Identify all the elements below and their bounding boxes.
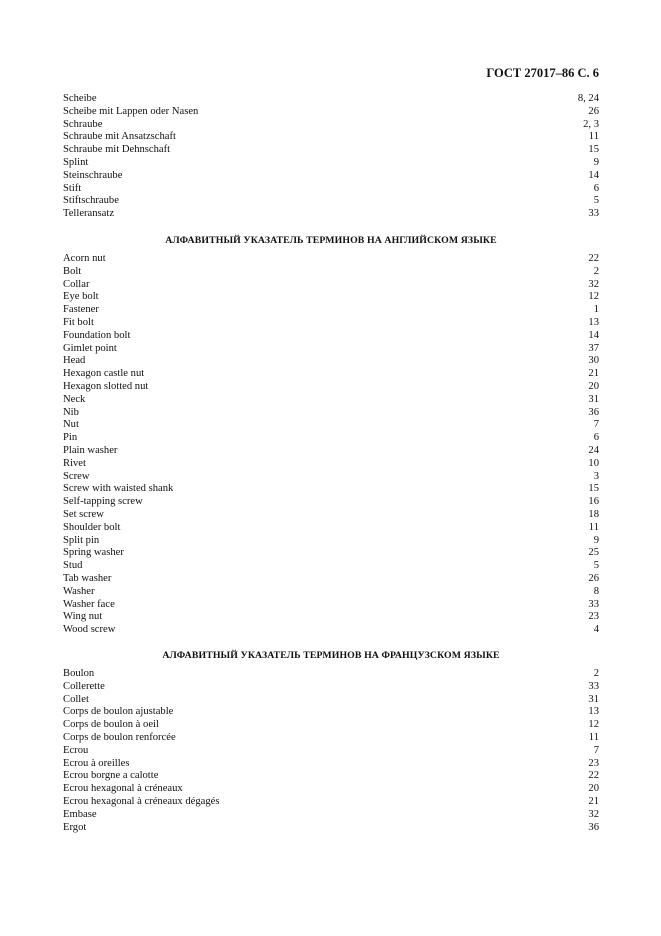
index-term-number: 33: [588, 208, 599, 220]
index-term-number: 18: [588, 508, 599, 520]
index-term: Shoulder bolt: [63, 521, 121, 533]
index-entry: [63, 144, 599, 157]
index-term: Spring washer: [63, 547, 124, 559]
index-term: Self-tapping screw: [63, 496, 143, 508]
index-entry: [63, 106, 599, 119]
index-term-number: 33: [588, 680, 599, 692]
index-term-number: 24: [588, 444, 599, 456]
index-term: Pin: [63, 432, 78, 444]
index-term-number: 7: [593, 744, 599, 756]
index-term-number: 11: [588, 731, 599, 743]
french-index-title: АЛФАВИТНЫЙ УКАЗАТЕЛЬ ТЕРМИНОВ НА ФРАНЦУЗСКОМ ЯЗЫКЕ: [162, 650, 500, 661]
index-term-number: 20: [588, 380, 599, 392]
index-term: Boulon: [63, 668, 95, 679]
index-term: Embase: [63, 808, 97, 820]
index-term-number: 11: [588, 131, 599, 143]
index-term: Splint: [63, 156, 89, 168]
index-entry: [63, 266, 599, 279]
index-term: Hexagon castle nut: [63, 368, 145, 380]
index-entry: [63, 599, 599, 612]
index-term-number: 20: [588, 783, 599, 795]
index-term: Ecrou à oreilles: [63, 757, 130, 769]
english-index: [63, 234, 599, 637]
index-term-number: 6: [593, 182, 599, 194]
index-entry: [63, 496, 599, 509]
index-entry: [63, 407, 599, 420]
index-term: Collet: [63, 693, 89, 705]
index-term-number: 9: [593, 156, 599, 168]
index-entry: [63, 208, 599, 221]
index-term-number: 23: [588, 757, 599, 769]
index-entry: [63, 93, 599, 106]
index-entry: [63, 291, 599, 304]
page-header: ГОСТ 27017–86 С. 6: [486, 66, 599, 80]
index-entry: [63, 394, 599, 407]
index-term-number: 2: [593, 265, 599, 277]
index-term-number: 31: [588, 693, 599, 705]
french-index: [63, 649, 599, 834]
index-term-number: 21: [588, 368, 599, 380]
index-entry: [63, 694, 599, 707]
index-entry: [63, 458, 599, 471]
index-entry: [63, 668, 599, 681]
index-term: Foundation bolt: [63, 329, 131, 341]
index-term-number: 22: [588, 770, 599, 782]
index-term: Stift: [63, 182, 82, 194]
index-term-number: 26: [588, 572, 599, 584]
index-entry: [63, 560, 599, 573]
index-entry: [63, 535, 599, 548]
index-term-number: 9: [593, 534, 599, 546]
index-term-number: 22: [588, 253, 599, 264]
index-entry: [63, 783, 599, 796]
index-term: Scheibe mit Lappen oder Nasen: [63, 105, 199, 117]
index-term: Fastener: [63, 304, 99, 316]
index-term: Wood screw: [63, 624, 116, 636]
index-entry: [63, 681, 599, 694]
index-term-number: 14: [588, 329, 599, 341]
index-term-number: 16: [588, 496, 599, 508]
index-entry: [63, 719, 599, 732]
index-entry: [63, 758, 599, 771]
index-term: Corps de boulon ajustable: [63, 706, 174, 718]
index-term-number: 6: [593, 432, 599, 444]
index-term-number: 23: [588, 611, 599, 623]
index-term-number: 25: [588, 547, 599, 559]
index-term-number: 21: [588, 795, 599, 807]
index-term: Hexagon slotted nut: [63, 380, 149, 392]
index-entry: [63, 195, 599, 208]
index-entry: [63, 796, 599, 809]
index-term: Corps de boulon renforcée: [63, 731, 176, 743]
index-term-number: 26: [588, 105, 599, 117]
index-term-number: 2: [593, 668, 599, 679]
index-entry: [63, 745, 599, 758]
index-term: Schraube mit Ansatzschaft: [63, 131, 176, 143]
index-term-number: 14: [588, 169, 599, 181]
index-entry: [63, 471, 599, 484]
index-term: Ergot: [63, 821, 87, 833]
index-term-number: 13: [588, 706, 599, 718]
index-entry: [63, 131, 599, 144]
index-term: Gimlet point: [63, 342, 117, 354]
index-entry: [63, 157, 599, 170]
index-term-number: 12: [588, 719, 599, 731]
index-term-number: 30: [588, 355, 599, 367]
index-term: Stud: [63, 560, 83, 572]
index-term: Washer face: [63, 598, 115, 610]
index-entry: [63, 586, 599, 599]
index-term: Split pin: [63, 534, 100, 546]
index-entry: [63, 522, 599, 535]
index-term: Eye bolt: [63, 291, 99, 303]
index-term: Screw with waisted shank: [63, 483, 174, 495]
index-term: Schraube mit Dehnschaft: [63, 144, 171, 156]
index-term-number: 31: [588, 393, 599, 405]
index-entry: [63, 183, 599, 196]
index-term-number: 3: [593, 470, 599, 482]
index-term: Plain washer: [63, 444, 118, 456]
index-term-number: 8: [593, 585, 599, 597]
index-term: Telleransatz: [63, 208, 115, 220]
index-term-number: 5: [593, 560, 599, 572]
index-term: Corps de boulon à oeil: [63, 719, 159, 731]
index-entry: [63, 706, 599, 719]
index-entry: [63, 624, 599, 637]
index-entry: [63, 432, 599, 445]
index-term-number: 11: [588, 521, 599, 533]
index-term: Fit bolt: [63, 316, 94, 328]
index-term-number: 36: [588, 821, 599, 833]
index-entry: [63, 573, 599, 586]
index-term: Ecrou borgne a calotte: [63, 770, 159, 782]
index-entry: [63, 330, 599, 343]
index-term: Tab washer: [63, 572, 112, 584]
index-entry: [63, 770, 599, 783]
index-term: Bolt: [63, 265, 82, 277]
index-entry: [63, 253, 599, 266]
index-term: Rivet: [63, 457, 86, 469]
index-term: Acorn nut: [63, 253, 106, 264]
index-entry: [63, 368, 599, 381]
index-entry: [63, 170, 599, 183]
index-term-number: 8, 24: [577, 93, 599, 104]
index-term-number: 32: [588, 808, 599, 820]
index-term: Stiftschraube: [63, 195, 119, 207]
index-term: Nut: [63, 419, 79, 431]
index-term: Schraube: [63, 118, 103, 130]
index-term: Collar: [63, 278, 90, 290]
index-term: Steinschraube: [63, 169, 123, 181]
index-entry: [63, 809, 599, 822]
index-entry: [63, 317, 599, 330]
index-entry: [63, 483, 599, 496]
index-term: Ecrou hexagonal à créneaux dégagés: [63, 795, 220, 807]
index-term-number: 33: [588, 598, 599, 610]
index-term-number: 13: [588, 316, 599, 328]
german-index-continued: [63, 93, 599, 221]
index-term: Scheibe: [63, 93, 97, 104]
index-term-number: 5: [593, 195, 599, 207]
index-entry: [63, 355, 599, 368]
index-term: Nib: [63, 406, 79, 418]
index-term-number: 10: [588, 457, 599, 469]
index-term-number: 36: [588, 406, 599, 418]
index-term: Ecrou: [63, 744, 89, 756]
index-entry: [63, 279, 599, 292]
index-entry: [63, 822, 599, 835]
index-term: Washer: [63, 585, 95, 597]
index-entry: [63, 343, 599, 356]
index-term-number: 1: [593, 304, 599, 316]
index-entry: [63, 732, 599, 745]
index-term-number: 37: [588, 342, 599, 354]
index-term-number: 15: [588, 483, 599, 495]
index-entry: [63, 419, 599, 432]
index-term: Neck: [63, 393, 86, 405]
index-entry: [63, 611, 599, 624]
index-entry: [63, 304, 599, 317]
index-entry: [63, 445, 599, 458]
index-term-number: 2, 3: [583, 118, 599, 130]
index-term-number: 15: [588, 144, 599, 156]
index-term: Screw: [63, 470, 90, 482]
index-term-number: 4: [593, 624, 599, 636]
index-term: Head: [63, 355, 86, 367]
index-term-number: 32: [588, 278, 599, 290]
index-term: Ecrou hexagonal à créneaux: [63, 783, 183, 795]
index-term: Set screw: [63, 508, 104, 520]
index-entry: [63, 381, 599, 394]
index-entry: [63, 509, 599, 522]
index-term: Collerette: [63, 680, 105, 692]
index-term-number: 12: [588, 291, 599, 303]
index-term: Wing nut: [63, 611, 103, 623]
index-entry: [63, 547, 599, 560]
index-term-number: 7: [593, 419, 599, 431]
index-entry: [63, 119, 599, 132]
english-index-title: АЛФАВИТНЫЙ УКАЗАТЕЛЬ ТЕРМИНОВ НА АНГЛИЙСКОМ ЯЗЫКЕ: [165, 235, 497, 246]
